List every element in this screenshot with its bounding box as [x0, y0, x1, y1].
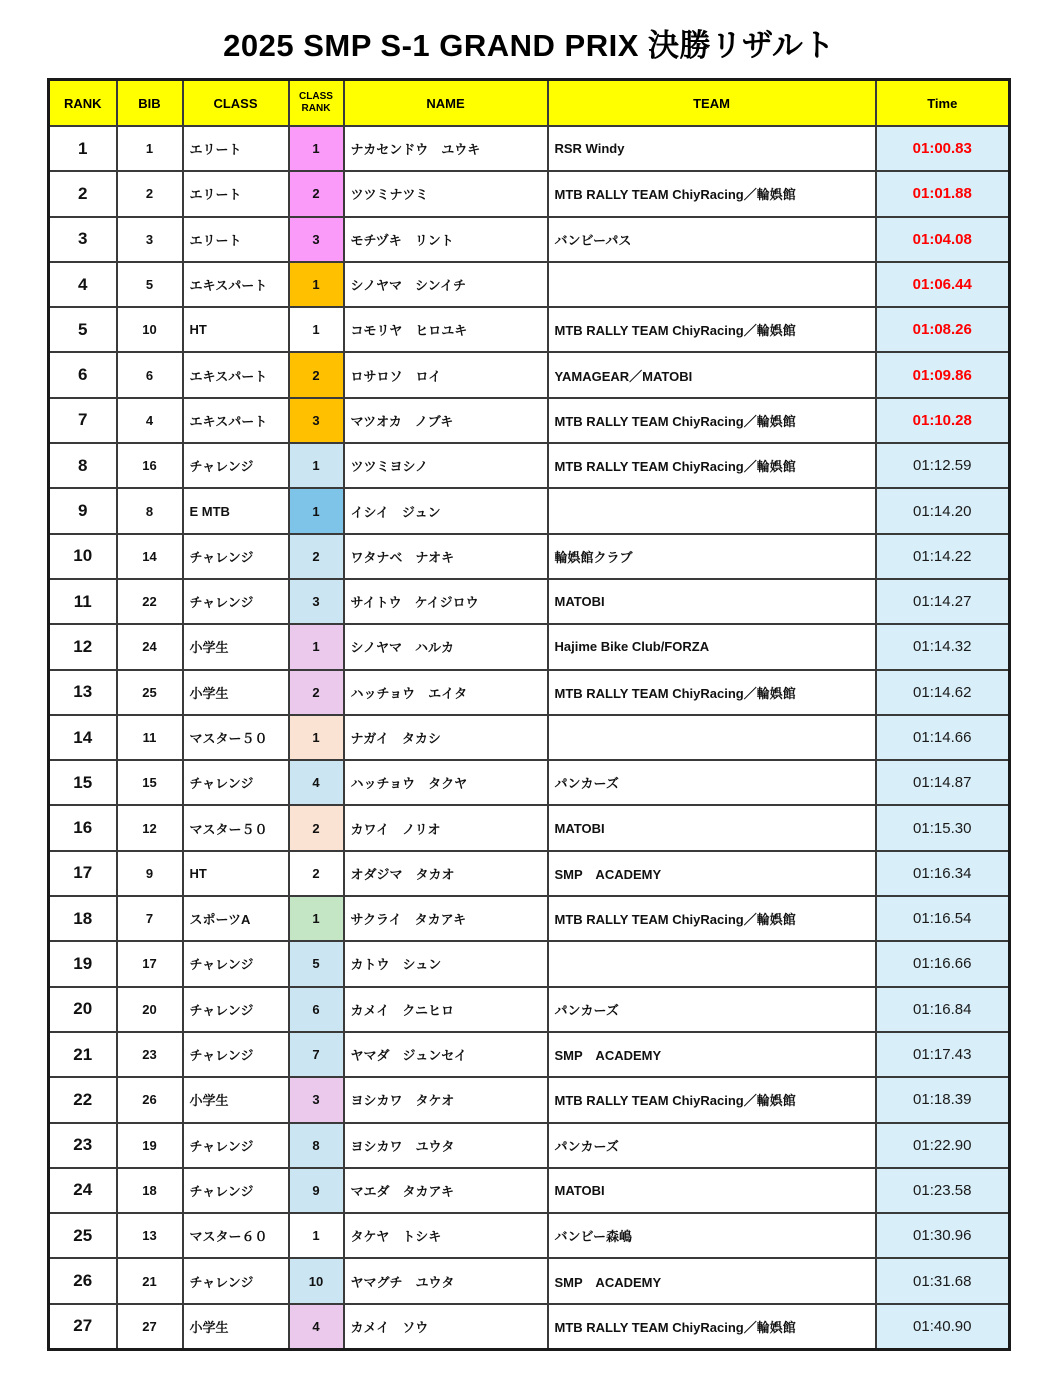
class-cell: HT [183, 851, 289, 896]
time-cell: 01:09.86 [876, 352, 1010, 397]
table-row [49, 443, 1010, 488]
name-cell: ハッチョウ エイタ [344, 670, 548, 715]
team-cell: MTB RALLY TEAM ChiyRacing／輪娯館 [548, 398, 876, 443]
class-cell: エキスパート [183, 398, 289, 443]
rank-cell: 10 [49, 534, 117, 579]
table-row [49, 987, 1010, 1032]
team-cell: MTB RALLY TEAM ChiyRacing／輪娯館 [548, 670, 876, 715]
bib-cell: 26 [117, 1077, 183, 1122]
name-cell: ワタナベ ナオキ [344, 534, 548, 579]
class-cell: チャレンジ [183, 1168, 289, 1213]
class-rank-cell: 1 [289, 443, 344, 488]
rank-cell: 12 [49, 624, 117, 669]
name-cell: マツオカ ノブキ [344, 398, 548, 443]
table-row [49, 352, 1010, 397]
team-cell: バンビーパス [548, 217, 876, 262]
rank-cell: 20 [49, 987, 117, 1032]
team-cell: SMP ACADEMY [548, 1258, 876, 1303]
class-cell: マスター５０ [183, 715, 289, 760]
time-cell: 01:14.20 [876, 488, 1010, 533]
time-cell: 01:16.34 [876, 851, 1010, 896]
name-cell: ハッチョウ タクヤ [344, 760, 548, 805]
class-cell: チャレンジ [183, 987, 289, 1032]
class-rank-cell: 2 [289, 851, 344, 896]
class-cell: エキスパート [183, 352, 289, 397]
class-cell: 小学生 [183, 1077, 289, 1122]
table-row [49, 1168, 1010, 1213]
bib-cell: 24 [117, 624, 183, 669]
rank-cell: 3 [49, 217, 117, 262]
header-rank: RANK [49, 80, 117, 127]
table-row [49, 1258, 1010, 1303]
class-rank-cell: 1 [289, 307, 344, 352]
rank-cell: 8 [49, 443, 117, 488]
bib-cell: 10 [117, 307, 183, 352]
bib-cell: 13 [117, 1213, 183, 1258]
class-cell: チャレンジ [183, 1258, 289, 1303]
time-cell: 01:14.27 [876, 579, 1010, 624]
class-cell: エリート [183, 217, 289, 262]
class-cell: 小学生 [183, 670, 289, 715]
time-cell: 01:14.22 [876, 534, 1010, 579]
time-cell: 01:18.39 [876, 1077, 1010, 1122]
class-rank-cell: 1 [289, 715, 344, 760]
team-cell: バンビー森嶋 [548, 1213, 876, 1258]
team-cell: MTB RALLY TEAM ChiyRacing／輪娯館 [548, 307, 876, 352]
time-cell: 01:31.68 [876, 1258, 1010, 1303]
team-cell: MATOBI [548, 1168, 876, 1213]
team-cell [548, 488, 876, 533]
team-cell: SMP ACADEMY [548, 851, 876, 896]
rank-cell: 24 [49, 1168, 117, 1213]
rank-cell: 22 [49, 1077, 117, 1122]
team-cell [548, 715, 876, 760]
table-row [49, 624, 1010, 669]
bib-cell: 27 [117, 1304, 183, 1349]
class-cell: E MTB [183, 488, 289, 533]
name-cell: コモリヤ ヒロユキ [344, 307, 548, 352]
results-table [47, 78, 1011, 1351]
table-row [49, 262, 1010, 307]
class-rank-cell: 2 [289, 171, 344, 216]
time-cell: 01:06.44 [876, 262, 1010, 307]
time-cell: 01:10.28 [876, 398, 1010, 443]
name-cell: ツツミナツミ [344, 171, 548, 216]
bib-cell: 7 [117, 896, 183, 941]
class-rank-cell: 3 [289, 579, 344, 624]
header-name: NAME [344, 80, 548, 127]
rank-cell: 6 [49, 352, 117, 397]
time-cell: 01:22.90 [876, 1123, 1010, 1168]
table-row [49, 307, 1010, 352]
name-cell: イシイ ジュン [344, 488, 548, 533]
team-cell: パンカーズ [548, 1123, 876, 1168]
team-cell: MTB RALLY TEAM ChiyRacing／輪娯館 [548, 896, 876, 941]
name-cell: サクライ タカアキ [344, 896, 548, 941]
class-rank-cell: 1 [289, 1213, 344, 1258]
header-bib: BIB [117, 80, 183, 127]
table-row [49, 1032, 1010, 1077]
rank-cell: 4 [49, 262, 117, 307]
table-row [49, 534, 1010, 579]
rank-cell: 13 [49, 670, 117, 715]
class-rank-cell: 3 [289, 398, 344, 443]
class-rank-cell: 3 [289, 217, 344, 262]
time-cell: 01:12.59 [876, 443, 1010, 488]
name-cell: モチヅキ リント [344, 217, 548, 262]
name-cell: シノヤマ ハルカ [344, 624, 548, 669]
bib-cell: 15 [117, 760, 183, 805]
class-rank-cell: 2 [289, 352, 344, 397]
name-cell: カワイ ノリオ [344, 805, 548, 850]
bib-cell: 22 [117, 579, 183, 624]
rank-cell: 11 [49, 579, 117, 624]
team-cell [548, 262, 876, 307]
table-row [49, 760, 1010, 805]
rank-cell: 18 [49, 896, 117, 941]
bib-cell: 23 [117, 1032, 183, 1077]
table-row [49, 1077, 1010, 1122]
header-class-rank: CLASS RANK [289, 80, 344, 127]
class-cell: 小学生 [183, 1304, 289, 1349]
rank-cell: 27 [49, 1304, 117, 1349]
name-cell: カメイ クニヒロ [344, 987, 548, 1032]
rank-cell: 1 [49, 126, 117, 171]
class-rank-cell: 2 [289, 670, 344, 715]
team-cell [548, 941, 876, 986]
class-rank-cell: 4 [289, 1304, 344, 1349]
table-row [49, 1304, 1010, 1349]
bib-cell: 20 [117, 987, 183, 1032]
team-cell: パンカーズ [548, 987, 876, 1032]
class-cell: チャレンジ [183, 534, 289, 579]
name-cell: ヤマグチ ユウタ [344, 1258, 548, 1303]
name-cell: ツツミヨシノ [344, 443, 548, 488]
time-cell: 01:16.84 [876, 987, 1010, 1032]
class-cell: エキスパート [183, 262, 289, 307]
class-rank-cell: 7 [289, 1032, 344, 1077]
team-cell: MTB RALLY TEAM ChiyRacing／輪娯館 [548, 1304, 876, 1349]
time-cell: 01:16.66 [876, 941, 1010, 986]
time-cell: 01:00.83 [876, 126, 1010, 171]
class-rank-cell: 10 [289, 1258, 344, 1303]
rank-cell: 5 [49, 307, 117, 352]
bib-cell: 21 [117, 1258, 183, 1303]
class-cell: チャレンジ [183, 941, 289, 986]
name-cell: カトウ シュン [344, 941, 548, 986]
table-row [49, 1213, 1010, 1258]
time-cell: 01:16.54 [876, 896, 1010, 941]
table-row [49, 896, 1010, 941]
bib-cell: 12 [117, 805, 183, 850]
header-team: TEAM [548, 80, 876, 127]
rank-cell: 9 [49, 488, 117, 533]
time-cell: 01:17.43 [876, 1032, 1010, 1077]
class-rank-cell: 5 [289, 941, 344, 986]
time-cell: 01:23.58 [876, 1168, 1010, 1213]
name-cell: ヨシカワ タケオ [344, 1077, 548, 1122]
name-cell: マエダ タカアキ [344, 1168, 548, 1213]
time-cell: 01:14.66 [876, 715, 1010, 760]
team-cell: MTB RALLY TEAM ChiyRacing／輪娯館 [548, 1077, 876, 1122]
table-row [49, 579, 1010, 624]
class-cell: マスター５０ [183, 805, 289, 850]
table-row [49, 941, 1010, 986]
time-cell: 01:04.08 [876, 217, 1010, 262]
table-row [49, 488, 1010, 533]
class-rank-cell: 9 [289, 1168, 344, 1213]
time-cell: 01:01.88 [876, 171, 1010, 216]
bib-cell: 5 [117, 262, 183, 307]
class-cell: 小学生 [183, 624, 289, 669]
name-cell: オダジマ タカオ [344, 851, 548, 896]
rank-cell: 19 [49, 941, 117, 986]
class-cell: エリート [183, 171, 289, 216]
team-cell: MATOBI [548, 805, 876, 850]
table-header-row [49, 80, 1010, 127]
class-cell: チャレンジ [183, 760, 289, 805]
class-rank-cell: 1 [289, 126, 344, 171]
time-cell: 01:14.32 [876, 624, 1010, 669]
header-class: CLASS [183, 80, 289, 127]
bib-cell: 14 [117, 534, 183, 579]
team-cell: 輪娯館クラブ [548, 534, 876, 579]
class-rank-cell: 6 [289, 987, 344, 1032]
class-rank-cell: 2 [289, 534, 344, 579]
class-cell: チャレンジ [183, 1032, 289, 1077]
time-cell: 01:14.62 [876, 670, 1010, 715]
team-cell: Hajime Bike Club/FORZA [548, 624, 876, 669]
class-rank-cell: 2 [289, 805, 344, 850]
class-cell: チャレンジ [183, 1123, 289, 1168]
class-cell: スポーツA [183, 896, 289, 941]
team-cell: RSR Windy [548, 126, 876, 171]
rank-cell: 7 [49, 398, 117, 443]
bib-cell: 11 [117, 715, 183, 760]
name-cell: ナカセンドウ ユウキ [344, 126, 548, 171]
class-cell: チャレンジ [183, 579, 289, 624]
header-time: Time [876, 80, 1010, 127]
table-row [49, 171, 1010, 216]
rank-cell: 17 [49, 851, 117, 896]
class-rank-cell: 1 [289, 624, 344, 669]
bib-cell: 2 [117, 171, 183, 216]
rank-cell: 16 [49, 805, 117, 850]
name-cell: カメイ ソウ [344, 1304, 548, 1349]
class-rank-cell: 3 [289, 1077, 344, 1122]
time-cell: 01:40.90 [876, 1304, 1010, 1349]
class-cell: マスター６０ [183, 1213, 289, 1258]
table-row [49, 670, 1010, 715]
table-row [49, 851, 1010, 896]
page-title: 2025 SMP S-1 GRAND PRIX 決勝リザルト [223, 28, 835, 63]
bib-cell: 4 [117, 398, 183, 443]
table-row [49, 1123, 1010, 1168]
class-rank-cell: 1 [289, 262, 344, 307]
name-cell: シノヤマ シンイチ [344, 262, 548, 307]
bib-cell: 9 [117, 851, 183, 896]
team-cell: MATOBI [548, 579, 876, 624]
bib-cell: 8 [117, 488, 183, 533]
class-rank-cell: 4 [289, 760, 344, 805]
rank-cell: 26 [49, 1258, 117, 1303]
table-row [49, 715, 1010, 760]
rank-cell: 21 [49, 1032, 117, 1077]
team-cell: YAMAGEAR／MATOBI [548, 352, 876, 397]
bib-cell: 1 [117, 126, 183, 171]
class-rank-cell: 8 [289, 1123, 344, 1168]
bib-cell: 25 [117, 670, 183, 715]
class-rank-cell: 1 [289, 488, 344, 533]
bib-cell: 16 [117, 443, 183, 488]
bib-cell: 3 [117, 217, 183, 262]
time-cell: 01:30.96 [876, 1213, 1010, 1258]
rank-cell: 15 [49, 760, 117, 805]
table-row [49, 805, 1010, 850]
team-cell: SMP ACADEMY [548, 1032, 876, 1077]
table-row [49, 126, 1010, 171]
name-cell: ヨシカワ ユウタ [344, 1123, 548, 1168]
name-cell: サイトウ ケイジロウ [344, 579, 548, 624]
class-rank-cell: 1 [289, 896, 344, 941]
time-cell: 01:14.87 [876, 760, 1010, 805]
rank-cell: 23 [49, 1123, 117, 1168]
name-cell: ロサロソ ロイ [344, 352, 548, 397]
name-cell: ヤマダ ジュンセイ [344, 1032, 548, 1077]
class-cell: HT [183, 307, 289, 352]
bib-cell: 17 [117, 941, 183, 986]
team-cell: MTB RALLY TEAM ChiyRacing／輪娯館 [548, 171, 876, 216]
bib-cell: 18 [117, 1168, 183, 1213]
table-row [49, 398, 1010, 443]
bib-cell: 6 [117, 352, 183, 397]
class-cell: チャレンジ [183, 443, 289, 488]
time-cell: 01:08.26 [876, 307, 1010, 352]
bib-cell: 19 [117, 1123, 183, 1168]
results-table-body [49, 126, 1010, 1349]
class-cell: エリート [183, 126, 289, 171]
rank-cell: 14 [49, 715, 117, 760]
rank-cell: 2 [49, 171, 117, 216]
table-row [49, 217, 1010, 262]
rank-cell: 25 [49, 1213, 117, 1258]
name-cell: ナガイ タカシ [344, 715, 548, 760]
time-cell: 01:15.30 [876, 805, 1010, 850]
name-cell: タケヤ トシキ [344, 1213, 548, 1258]
team-cell: パンカーズ [548, 760, 876, 805]
team-cell: MTB RALLY TEAM ChiyRacing／輪娯館 [548, 443, 876, 488]
